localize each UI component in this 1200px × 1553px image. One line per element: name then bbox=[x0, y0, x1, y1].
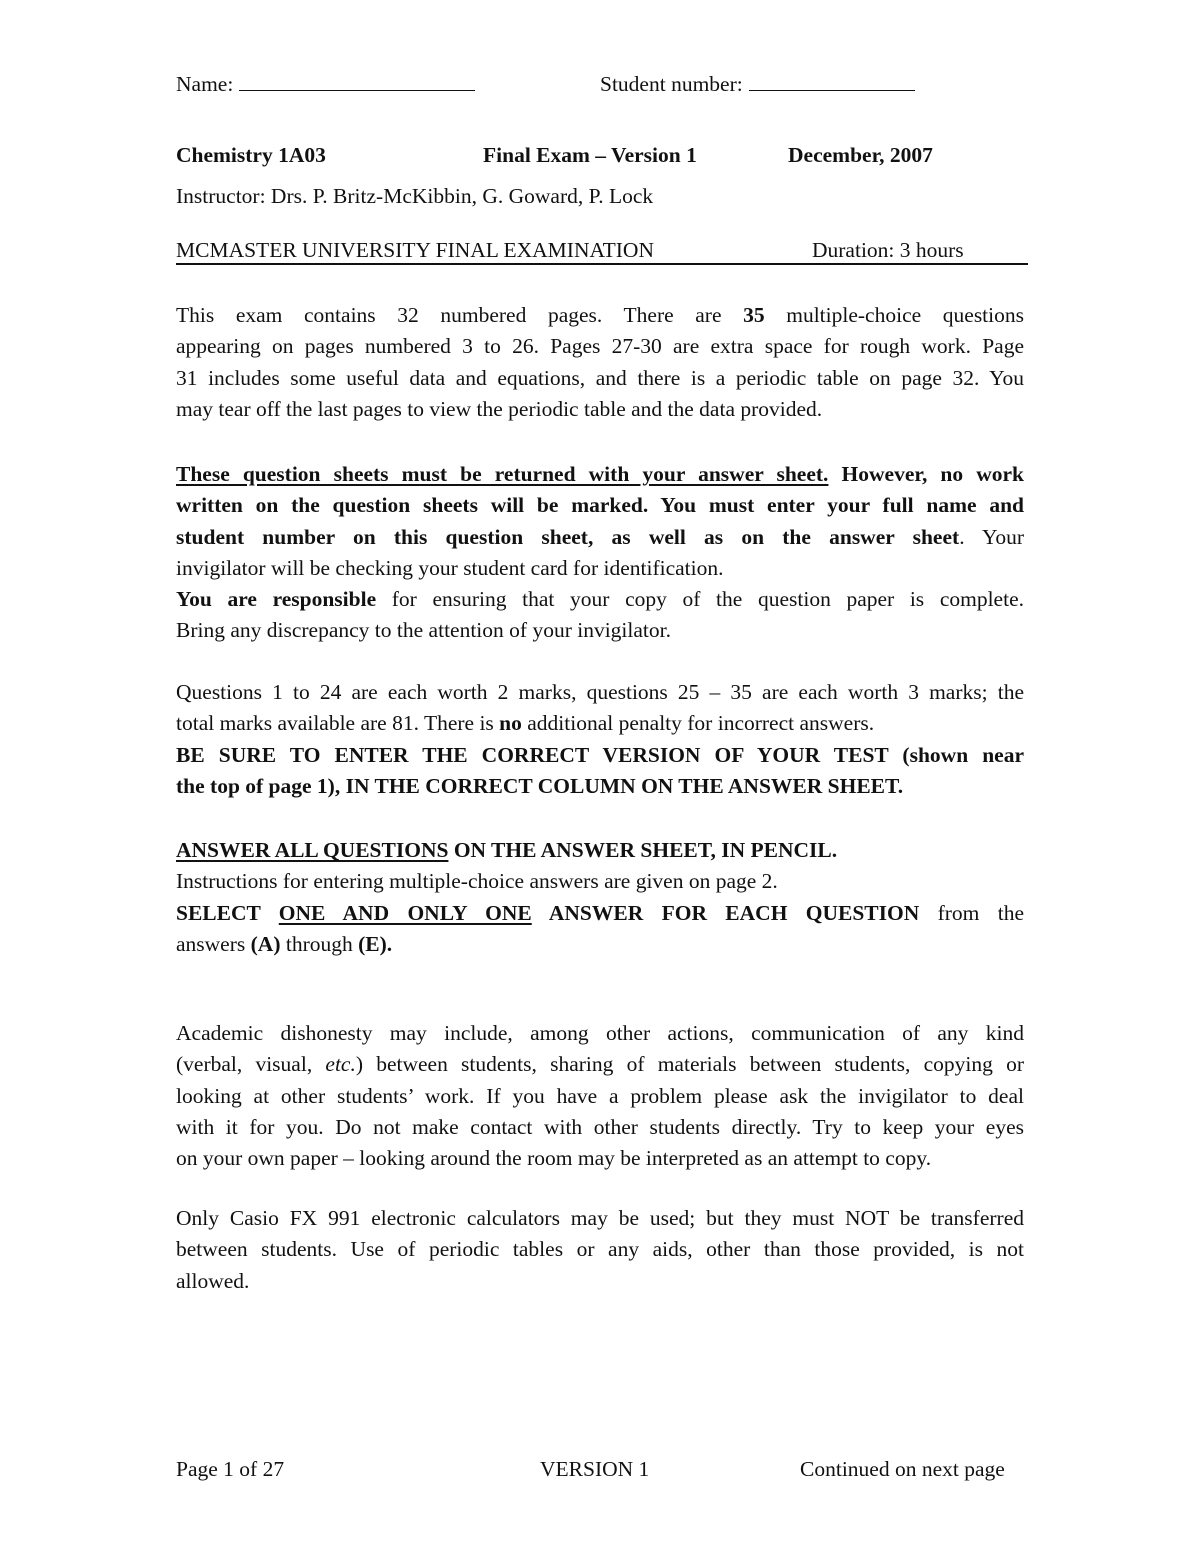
student-number-field bbox=[600, 72, 915, 97]
intro-paragraph bbox=[176, 300, 1024, 425]
return-line-2: written on the question sheets will be marked. You must enter your full name and bbox=[176, 493, 1024, 518]
dishonesty-line-4: with it for you. Do not make contact with other students directly. Try to keep your eyes bbox=[176, 1114, 1024, 1139]
answer-line-3: SELECT ONE AND ONLY ONE ANSWER FOR EACH QUESTION from the bbox=[176, 900, 1025, 925]
answer-line-4: answers (A) through (E). bbox=[176, 931, 393, 956]
marks-line-4: the top of page 1), IN THE CORRECT COLUMN ON THE ANSWER SHEET. bbox=[176, 773, 904, 798]
marks-line-3: BE SURE TO ENTER THE CORRECT VERSION OF YOUR TEST (shown near bbox=[176, 742, 1024, 767]
answer-instructions-paragraph bbox=[176, 835, 1024, 960]
intro-line-2: appearing on pages numbered 3 to 26. Pages 27-30 are extra space for rough work. Page bbox=[176, 334, 1024, 359]
return-line-6: Bring any discrepancy to the attention of your invigilator. bbox=[176, 618, 671, 643]
institution-title: MCMASTER UNIVERSITY FINAL EXAMINATION bbox=[176, 238, 654, 262]
footer-version: VERSION 1 bbox=[540, 1457, 650, 1481]
return-line-1: These question sheets must be returned with your answer sheet. However, no work bbox=[176, 462, 1025, 486]
dishonesty-paragraph bbox=[176, 1018, 1024, 1174]
intro-line-3: 31 includes some useful data and equations, and there is a periodic table on page 32. You bbox=[176, 365, 1024, 390]
exam-duration: Duration: 3 hours bbox=[812, 238, 964, 262]
continued-note: Continued on next page bbox=[800, 1457, 1005, 1481]
dishonesty-line-1: Academic dishonesty may include, among other actions, communication of any kind bbox=[176, 1021, 1024, 1045]
return-notice-paragraph bbox=[176, 459, 1024, 647]
calculator-line-2: between students. Use of periodic tables or any aids, other than those provided, is not bbox=[176, 1237, 1024, 1262]
dishonesty-line-5: on your own paper – looking around the room may be interpreted as an attempt to copy. bbox=[176, 1146, 932, 1171]
dishonesty-line-3: looking at other students’ work. If you have a problem please ask the invigilator to deal bbox=[176, 1083, 1024, 1108]
answer-line-1: ANSWER ALL QUESTIONS ON THE ANSWER SHEET, IN PENCIL. bbox=[176, 838, 838, 862]
return-line-3: student number on this question sheet, as well as on the answer sheet. Your bbox=[176, 524, 1024, 549]
instructor-line: Instructor: Drs. P. Britz-McKibbin, G. Goward, P. Lock bbox=[176, 184, 654, 208]
exam-cover-page bbox=[176, 0, 1024, 1553]
header-rule bbox=[176, 263, 1028, 265]
exam-date: December, 2007 bbox=[788, 143, 933, 167]
marks-paragraph bbox=[176, 677, 1024, 802]
name-label: Name: bbox=[176, 72, 234, 96]
dishonesty-line-2: (verbal, visual, etc.) between students, sharing of materials between students, copying or bbox=[176, 1052, 1024, 1077]
intro-line-1: This exam contains 32 numbered pages. There are 35 multiple-choice questions bbox=[176, 303, 1024, 327]
calculator-paragraph bbox=[176, 1203, 1024, 1297]
name-field bbox=[176, 72, 475, 97]
question-count: 35 bbox=[743, 303, 765, 327]
exam-version-title: Final Exam – Version 1 bbox=[483, 143, 697, 167]
marks-line-2: total marks available are 81. There is no additional penalty for incorrect answers. bbox=[176, 711, 875, 736]
intro-line-4: may tear off the last pages to view the periodic table and the data provided. bbox=[176, 396, 823, 421]
page-number: Page 1 of 27 bbox=[176, 1457, 285, 1481]
name-blank bbox=[239, 72, 475, 91]
course-code: Chemistry 1A03 bbox=[176, 143, 326, 167]
answer-line-2: Instructions for entering multiple-choice answers are given on page 2. bbox=[176, 869, 778, 894]
marks-line-1: Questions 1 to 24 are each worth 2 marks, questions 25 – 35 are each worth 3 marks; the bbox=[176, 680, 1024, 704]
calculator-line-3: allowed. bbox=[176, 1268, 250, 1293]
calculator-line-1: Only Casio FX 991 electronic calculators may be used; but they must NOT be transferred bbox=[176, 1206, 1024, 1230]
student-number-blank bbox=[749, 72, 915, 91]
return-line-4: invigilator will be checking your student card for identification. bbox=[176, 555, 724, 580]
return-line-5: You are responsible for ensuring that your copy of the question paper is complete. bbox=[176, 587, 1024, 612]
student-number-label: Student number: bbox=[600, 72, 743, 96]
